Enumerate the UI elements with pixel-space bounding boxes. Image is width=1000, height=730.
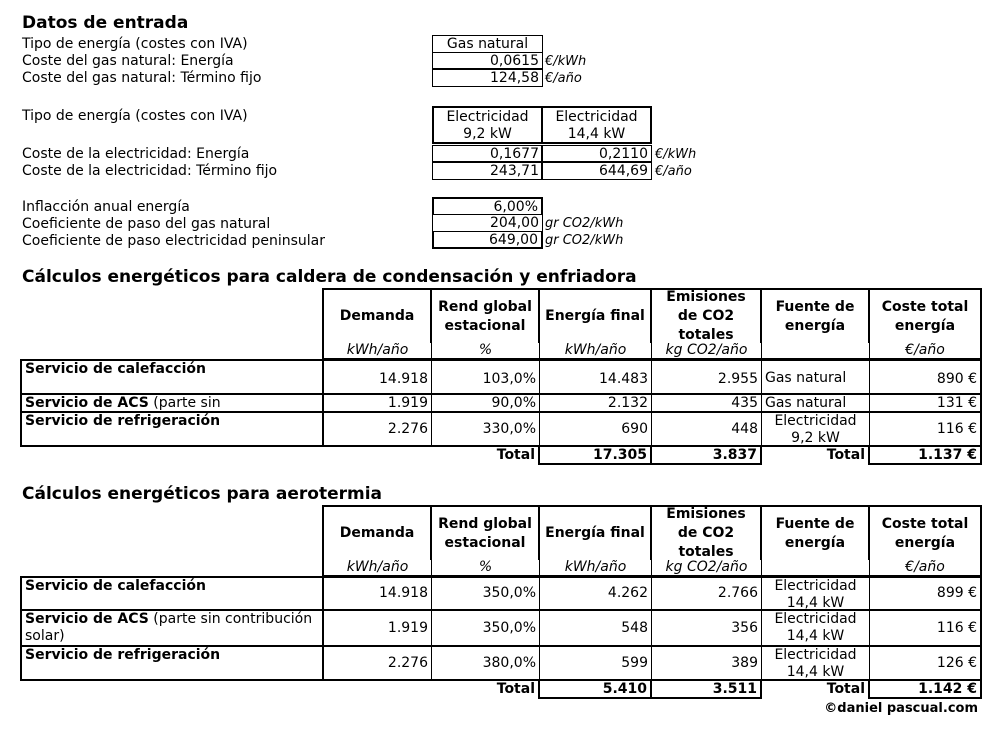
gas-energy-cell: 0,0615 [432, 52, 543, 70]
table2-unit-coste: €/año [870, 560, 982, 576]
elec-fixed-2-cell: 644,69 [541, 162, 652, 180]
table2-header-demanda: Demanda [322, 505, 432, 560]
elec-col2-line1: Electricidad [555, 109, 638, 125]
elec-fixed-unit: €/año [655, 164, 692, 179]
table2-row2-fuente: Electricidad 14,4 kW [762, 611, 870, 647]
table1-row2-rend: 90,0% [432, 395, 540, 413]
table1-header-rend-l1: Rend global [438, 298, 532, 315]
table1-unit-coste: €/año [870, 343, 982, 359]
table1-header-emis [652, 288, 762, 343]
table2-header-emis-l3: totales [678, 544, 734, 560]
table2-row1-label [20, 576, 322, 611]
table1-title: Cálculos energéticos para caldera de condensación y enfriadora [22, 267, 637, 287]
table2-row1-energia: 4.262 [540, 576, 652, 611]
elec-energy-label: Coste de la electricidad: Energía [22, 146, 250, 162]
table1-header-fuente [762, 288, 870, 343]
elec-energy-1-cell: 0,1677 [432, 145, 543, 163]
table1-row2-emis: 435 [652, 395, 762, 413]
table2-row1-rend: 350,0% [432, 576, 540, 611]
copyright-text: ©daniel pascual.com [824, 701, 978, 716]
table1-header-rend [432, 288, 540, 343]
table1-header-fuente-l1: Fuente de [775, 298, 855, 315]
table2-row2-label [20, 611, 322, 647]
table1-unit-energia: kWh/año [540, 343, 652, 359]
table2-unit-emis: kg CO2/año [652, 560, 762, 576]
table2-unit-demanda: kWh/año [322, 560, 432, 576]
gas-energy-label: Coste del gas natural: Energía [22, 53, 234, 69]
table2-header-rend-l1: Rend global [438, 515, 532, 532]
gas-fixed-label: Coste del gas natural: Término fijo [22, 70, 262, 86]
table1-row2-energia: 2.132 [540, 395, 652, 413]
table2-title: Cálculos energéticos para aerotermia [22, 484, 383, 504]
table2-row2-label-bold: Servicio de ACS [25, 611, 149, 627]
table2-row3-fuente: Electricidad 14,4 kW [762, 647, 870, 681]
table1-header-demanda: Demanda [322, 288, 432, 343]
table1-header-coste-l2: energía [894, 317, 956, 334]
table2-unit-energia: kWh/año [540, 560, 652, 576]
table2-row3-emis: 389 [652, 647, 762, 681]
table2-header-fuente [762, 505, 870, 560]
table1-row2-label [20, 395, 322, 413]
table2-header-emis-l2: de CO2 [677, 525, 735, 541]
table1-row2-demanda: 1.919 [322, 395, 432, 413]
table1-row3-fuente: Electricidad 9,2 kW [762, 413, 870, 447]
table1-row2-label-bold: Servicio de ACS [25, 395, 149, 411]
table1-total-emis: 3.837 [652, 447, 762, 465]
table1-header-rend-l2: estacional [444, 317, 526, 334]
table1-row1-label [20, 359, 322, 395]
table1-header-energia: Energía final [540, 288, 652, 343]
elec-coef-cell: 649,00 [432, 231, 543, 249]
gas-type-label: Tipo de energía (costes con IVA) [22, 36, 248, 52]
table2-row2-rend: 350,0% [432, 611, 540, 647]
table2-row3-label [20, 647, 322, 681]
table2-total-label: Total [432, 681, 540, 699]
table2-total-label-2: Total [762, 681, 870, 699]
elec-col2-header [541, 106, 652, 144]
table1-row3-rend: 330,0% [432, 413, 540, 447]
table2-header-rend-l2: estacional [444, 534, 526, 551]
table1-total-label-2: Total [762, 447, 870, 465]
inflation-label: Inflacción anual energía [22, 199, 190, 215]
table1-row1-demanda: 14.918 [322, 359, 432, 395]
table2-row3-rend: 380,0% [432, 647, 540, 681]
table2-header-emis [652, 505, 762, 560]
gas-energy-unit: €/kWh [545, 54, 587, 69]
table2-row2-coste: 116 € [870, 611, 982, 647]
table2-row2-energia: 548 [540, 611, 652, 647]
table1-row3-label [20, 413, 322, 447]
gas-fixed-unit: €/año [545, 71, 582, 86]
table1-total-label: Total [432, 447, 540, 465]
table1-row3-label-bold: Servicio de refrigeración [25, 413, 221, 429]
elec-energy-unit: €/kWh [655, 147, 697, 162]
table1-unit-demanda: kWh/año [322, 343, 432, 359]
table2-header-emis-l1: Emisiones [666, 506, 746, 522]
table2-unit-rend: % [432, 560, 540, 576]
gas-coef-unit: gr CO2/kWh [545, 216, 624, 231]
table1-row1-label-bold: Servicio de calefacción [25, 361, 206, 377]
table1-row1-emis: 2.955 [652, 359, 762, 395]
gas-type-cell: Gas natural [432, 35, 543, 53]
table2-total-energia: 5.410 [540, 681, 652, 699]
table2-header-fuente-l1: Fuente de [775, 515, 855, 532]
table1-unit-fuente [762, 343, 870, 359]
gas-fixed-cell: 124,58 [432, 69, 543, 87]
table1-header-fuente-l2: energía [784, 317, 846, 334]
table2-header-coste-l2: energía [894, 534, 956, 551]
table1-row2-label-rest: (parte sin [148, 395, 221, 411]
elec-type-label: Tipo de energía (costes con IVA) [22, 108, 248, 124]
table2-row3-coste: 126 € [870, 647, 982, 681]
table2-row2-demanda: 1.919 [322, 611, 432, 647]
elec-coef-label: Coeficiente de paso electricidad peninsular [22, 233, 325, 249]
table1-row2-fuente: Gas natural [762, 395, 870, 413]
table2-row2-emis: 356 [652, 611, 762, 647]
table1-header-coste [870, 288, 982, 343]
table2-row1-emis: 2.766 [652, 576, 762, 611]
table1-row1-energia: 14.483 [540, 359, 652, 395]
table2-row1-label-bold: Servicio de calefacción [25, 578, 206, 594]
inflation-cell: 6,00% [432, 197, 543, 215]
table1-total-coste: 1.137 € [870, 447, 982, 465]
table1-unit-rend: % [432, 343, 540, 359]
table1-row1-coste: 890 € [870, 359, 982, 395]
table2-header-coste-l1: Coste total [881, 515, 969, 532]
table2-header-rend [432, 505, 540, 560]
table2-row1-demanda: 14.918 [322, 576, 432, 611]
table2-row1-coste: 899 € [870, 576, 982, 611]
table1-row1-fuente: Gas natural [762, 359, 870, 395]
table2-header-energia: Energía final [540, 505, 652, 560]
table1-header-emis-l2: de CO2 [677, 308, 735, 324]
table1-header-emis-l1: Emisiones [666, 289, 746, 305]
gas-coef-cell: 204,00 [432, 214, 543, 232]
elec-fixed-label: Coste de la electricidad: Término fijo [22, 163, 278, 179]
table1-row3-coste: 116 € [870, 413, 982, 447]
table2-header-coste [870, 505, 982, 560]
table2-row2-label-rest: (parte sin contribución solar) [25, 611, 313, 644]
input-section-title: Datos de entrada [22, 13, 189, 33]
table2-row3-demanda: 2.276 [322, 647, 432, 681]
elec-col2-line2: 14,4 kW [567, 126, 626, 142]
elec-energy-2-cell: 0,2110 [541, 145, 652, 163]
elec-coef-unit: gr CO2/kWh [545, 233, 624, 248]
gas-coef-label: Coeficiente de paso del gas natural [22, 216, 271, 232]
table2-unit-fuente [762, 560, 870, 576]
table2-row3-energia: 599 [540, 647, 652, 681]
table1-unit-emis: kg CO2/año [652, 343, 762, 359]
table2-row3-label-bold: Servicio de refrigeración [25, 647, 221, 663]
table2-total-emis: 3.511 [652, 681, 762, 699]
elec-col1-line2: 9,2 kW [463, 126, 512, 142]
table1-header-emis-l3: totales [678, 327, 734, 343]
elec-fixed-1-cell: 243,71 [432, 162, 543, 180]
table2-total-coste: 1.142 € [870, 681, 982, 699]
table1-row3-energia: 690 [540, 413, 652, 447]
table1-total-energia: 17.305 [540, 447, 652, 465]
elec-col1-header [432, 106, 543, 144]
table1-header-coste-l1: Coste total [881, 298, 969, 315]
table1-row2-coste: 131 € [870, 395, 982, 413]
table1-row1-rend: 103,0% [432, 359, 540, 395]
elec-col1-line1: Electricidad [446, 109, 529, 125]
table1-row3-emis: 448 [652, 413, 762, 447]
table1-row3-demanda: 2.276 [322, 413, 432, 447]
table2-header-fuente-l2: energía [784, 534, 846, 551]
table2-row1-fuente: Electricidad 14,4 kW [762, 576, 870, 611]
